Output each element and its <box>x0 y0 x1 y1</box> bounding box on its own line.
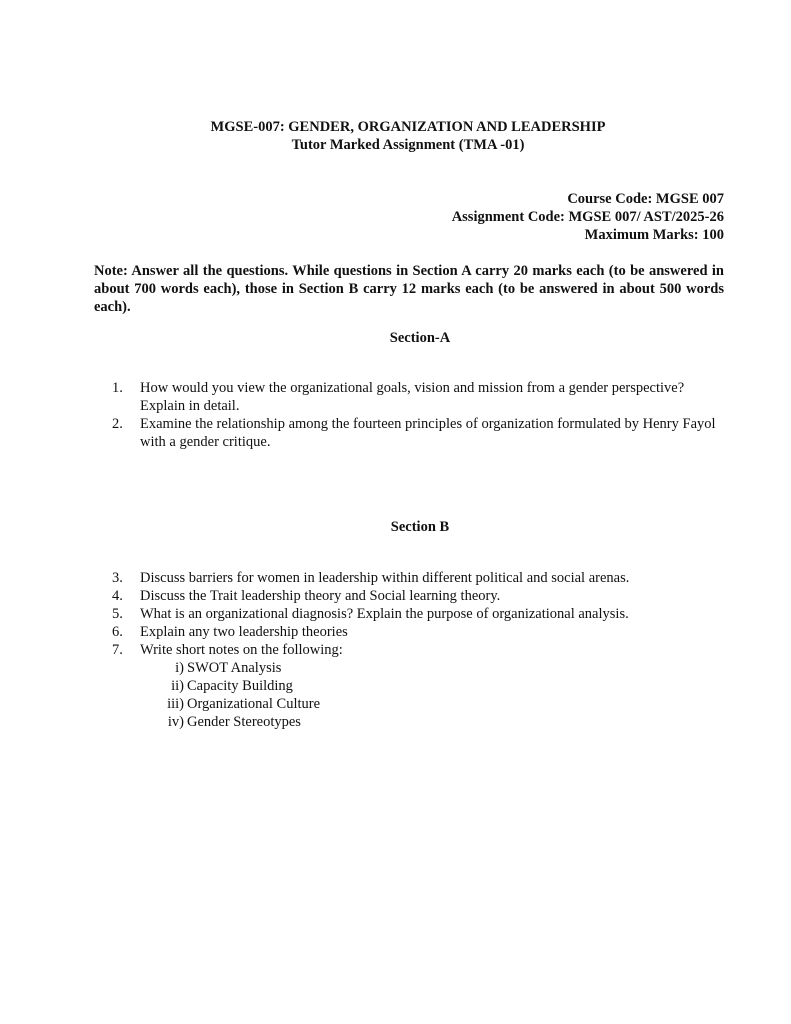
question-text: How would you view the organizational goals, vision and mission from a gender perspective? Explain in detail. <box>140 380 685 414</box>
section-a-heading: Section-A <box>389 330 451 346</box>
question-item <box>112 569 722 587</box>
question-text: Write short notes on the following: <box>140 642 343 658</box>
short-note-text: SWOT Analysis <box>187 660 282 676</box>
question-number: 2. <box>112 416 123 432</box>
course-code: Course Code: MGSE 007 <box>567 191 724 207</box>
short-note-item <box>164 713 722 731</box>
short-note-text: Gender Stereotypes <box>187 714 301 730</box>
short-note-text: Capacity Building <box>187 678 293 694</box>
question-number: 3. <box>112 570 123 586</box>
course-title: MGSE-007: GENDER, ORGANIZATION AND LEADERSHIP <box>210 119 606 135</box>
short-notes-list <box>140 659 722 731</box>
question-item <box>112 605 722 623</box>
question-item <box>112 379 722 415</box>
question-item <box>112 587 722 605</box>
question-number: 1. <box>112 380 123 396</box>
course-meta <box>452 190 724 244</box>
short-note-item <box>164 659 722 677</box>
short-note-item <box>164 677 722 695</box>
question-text: Discuss barriers for women in leadership within different political and social arenas. <box>140 570 630 586</box>
roman-numeral: iii) <box>167 696 184 712</box>
roman-numeral: iv) <box>167 714 184 730</box>
question-item <box>112 415 722 451</box>
maximum-marks: Maximum Marks: 100 <box>584 227 724 243</box>
assignment-title: Tutor Marked Assignment (TMA -01) <box>291 137 525 153</box>
question-text: Explain any two leadership theories <box>140 624 348 640</box>
roman-numeral: i) <box>175 660 184 676</box>
roman-numeral: ii) <box>171 678 184 694</box>
question-text: Discuss the Trait leadership theory and Social learning theory. <box>140 588 501 604</box>
instructions-note: Note: Answer all the questions. While questions in Section A carry 20 marks each (to be answered in about 700 words each), those in Section B carry 12 marks each (to be answered in about 500 words each). <box>94 263 724 315</box>
question-text: Examine the relationship among the fourteen principles of organization formulated by Henry Fayol with a gender critique. <box>140 416 716 450</box>
question-number: 4. <box>112 588 123 604</box>
question-item <box>112 623 722 641</box>
question-number: 7. <box>112 642 123 658</box>
question-item <box>112 641 722 731</box>
section-b-questions <box>112 569 722 731</box>
question-text: What is an organizational diagnosis? Explain the purpose of organizational analysis. <box>140 606 629 622</box>
section-a-questions <box>112 379 722 451</box>
question-number: 5. <box>112 606 123 622</box>
section-b-heading: Section B <box>390 519 450 535</box>
title-block <box>0 118 791 154</box>
short-note-item <box>164 695 722 713</box>
short-note-text: Organizational Culture <box>187 696 321 712</box>
assignment-code: Assignment Code: MGSE 007/ AST/2025-26 <box>451 209 724 225</box>
question-number: 6. <box>112 624 123 640</box>
